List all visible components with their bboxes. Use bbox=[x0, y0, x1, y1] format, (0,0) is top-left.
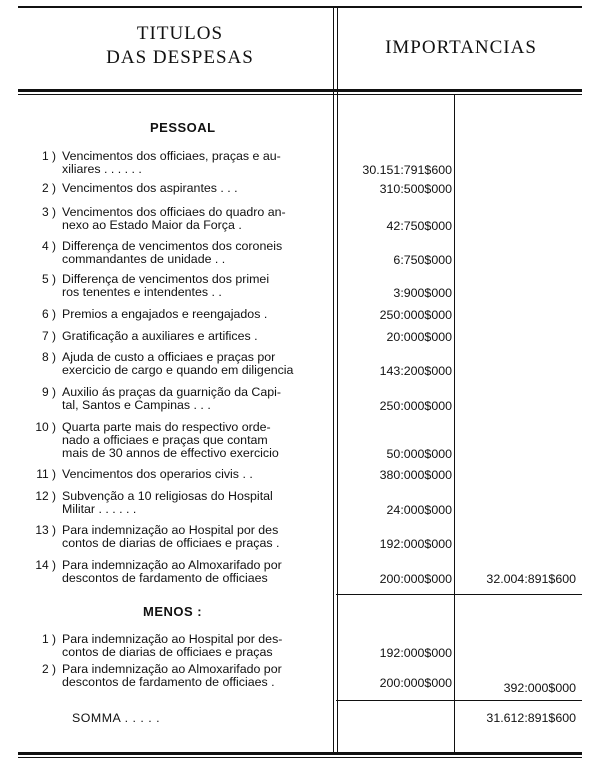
item-description-line: mais de 30 annos de effectivo exercicio bbox=[62, 447, 279, 461]
item-description bbox=[62, 633, 334, 659]
item-description-line: Vencimentos dos aspirantes . . . bbox=[62, 182, 238, 195]
item-description-line: Para indemnização ao Hospital por des- bbox=[62, 633, 283, 646]
item-description-line: tal, Santos e Campinas . . . bbox=[62, 399, 211, 413]
item-number: 5 ) bbox=[41, 272, 56, 286]
item-description-line: Vencimentos dos officiaes do quadro an- bbox=[62, 206, 286, 219]
header-rule bbox=[18, 89, 582, 92]
item-amount: 50:000$000 bbox=[386, 447, 452, 462]
item-amount: 192:000$000 bbox=[379, 646, 452, 661]
importancias-header: IMPORTANCIAS bbox=[385, 37, 537, 58]
section-pessoal-title: PESSOAL bbox=[150, 120, 216, 135]
column-divider-c bbox=[454, 94, 455, 753]
item-number: 8 ) bbox=[41, 350, 56, 364]
item-amount: 310:500$000 bbox=[379, 182, 452, 196]
item-description bbox=[62, 559, 334, 585]
item-description bbox=[62, 421, 334, 461]
item-description bbox=[62, 308, 334, 321]
top-rule bbox=[18, 6, 582, 8]
item-description bbox=[62, 663, 334, 689]
menos-total-rule bbox=[336, 700, 582, 701]
item-number: 1 ) bbox=[41, 632, 56, 646]
item-number: 4 ) bbox=[41, 239, 56, 253]
item-number: 3 ) bbox=[41, 205, 56, 219]
item-description bbox=[62, 150, 334, 176]
item-description bbox=[62, 330, 334, 343]
item-description bbox=[62, 182, 334, 195]
item-description-line: commandantes de unidade . . bbox=[62, 253, 226, 267]
item-number: 12 ) bbox=[35, 489, 56, 503]
subtotal-rule bbox=[336, 594, 582, 595]
bottom-rule-thin bbox=[18, 757, 582, 758]
item-description bbox=[62, 468, 334, 481]
item-number: 13 ) bbox=[35, 523, 56, 537]
item-description bbox=[62, 273, 334, 299]
menos-total: 392:000$000 bbox=[503, 681, 576, 695]
item-number: 6 ) bbox=[41, 307, 56, 321]
item-description-line: ros tenentes e intendentes . . bbox=[62, 286, 222, 300]
item-amount: 6:750$000 bbox=[393, 253, 452, 268]
item-description-line: Militar . . . . . . bbox=[62, 503, 137, 517]
item-amount: 250:000$000 bbox=[379, 399, 452, 414]
item-description-line: contos de diarias de officiaes e praças bbox=[62, 646, 273, 660]
item-description bbox=[62, 524, 334, 550]
item-amount: 200:000$000 bbox=[379, 676, 452, 691]
item-description-line: contos de diarias de officiaes e praças . bbox=[62, 537, 280, 551]
item-amount: 24:000$000 bbox=[386, 503, 452, 518]
item-description bbox=[62, 386, 334, 412]
item-description-line: Vencimentos dos operarios civis . . bbox=[62, 468, 253, 481]
item-description-line: Para indemnização ao Almoxarifado por bbox=[62, 663, 282, 676]
item-number: 2 ) bbox=[41, 662, 56, 676]
item-amount: 42:750$000 bbox=[386, 219, 452, 234]
item-description-line: Differença de vencimentos dos primei bbox=[62, 273, 270, 286]
item-description-line: Ajuda de custo a officiaes e praças por bbox=[62, 351, 276, 364]
item-number: 14 ) bbox=[35, 558, 56, 572]
item-description bbox=[62, 240, 334, 266]
item-amount: 30.151:791$600 bbox=[362, 163, 452, 178]
column-divider-b bbox=[337, 8, 338, 753]
item-description-line: Auxilio ás praças da guarnição da Capi- bbox=[62, 386, 282, 399]
header-rule-thin bbox=[18, 94, 582, 95]
item-description bbox=[62, 490, 334, 516]
item-amount: 3:900$000 bbox=[393, 286, 452, 301]
item-description-line: descontos de fardamento de officiaes bbox=[62, 572, 268, 586]
item-description-line: Vencimentos dos officiaes, praças e au- bbox=[62, 150, 281, 163]
item-number: 10 ) bbox=[35, 420, 56, 434]
section-menos-title: MENOS : bbox=[143, 604, 203, 619]
item-amount: 200:000$000 bbox=[379, 572, 452, 587]
item-description-line: Differença de vencimentos dos coroneis bbox=[62, 240, 283, 253]
somma-value: 31.612:891$600 bbox=[486, 711, 576, 725]
somma-label: SOMMA . . . . . bbox=[72, 711, 161, 725]
item-amount: 192:000$000 bbox=[379, 537, 452, 552]
item-description bbox=[62, 206, 334, 232]
titulos-line1: TITULOS bbox=[136, 23, 224, 44]
bottom-rule bbox=[18, 752, 582, 755]
item-number: 1 ) bbox=[41, 149, 56, 163]
item-description-line: Subvenção a 10 religiosas do Hospital bbox=[62, 490, 273, 503]
item-amount: 143:200$000 bbox=[379, 364, 452, 379]
item-number: 9 ) bbox=[41, 385, 56, 399]
item-description-line: nado a officiaes e praças que contam bbox=[62, 434, 268, 448]
item-amount: 250:000$000 bbox=[379, 308, 452, 322]
item-amount: 380:000$000 bbox=[379, 468, 452, 482]
item-number: 7 ) bbox=[41, 329, 56, 343]
item-description-line: descontos de fardamento de officiaes . bbox=[62, 676, 275, 690]
item-description-line: Gratificação a auxiliares e artifices . bbox=[62, 330, 258, 343]
titulos-line2: DAS DESPESAS bbox=[106, 47, 254, 68]
item-description-line: Para indemnização ao Hospital por des bbox=[62, 524, 279, 537]
item-description-line: xiliares . . . . . . bbox=[62, 163, 142, 177]
item-description-line: nexo ao Estado Maior da Força . bbox=[62, 219, 242, 233]
item-description-line: Premios a engajados e reengajados . bbox=[62, 308, 268, 321]
item-description-line: Quarta parte mais do respectivo orde- bbox=[62, 421, 271, 434]
item-number: 2 ) bbox=[41, 181, 56, 195]
item-description bbox=[62, 351, 334, 377]
titulos-header bbox=[40, 22, 320, 70]
item-amount: 20:000$000 bbox=[386, 330, 452, 344]
item-description-line: Para indemnização ao Almoxarifado por bbox=[62, 559, 282, 572]
item-description-line: exercicio de cargo e quando em diligencia bbox=[62, 364, 294, 378]
pessoal-total: 32.004:891$600 bbox=[486, 572, 576, 586]
item-number: 11 ) bbox=[36, 467, 56, 481]
